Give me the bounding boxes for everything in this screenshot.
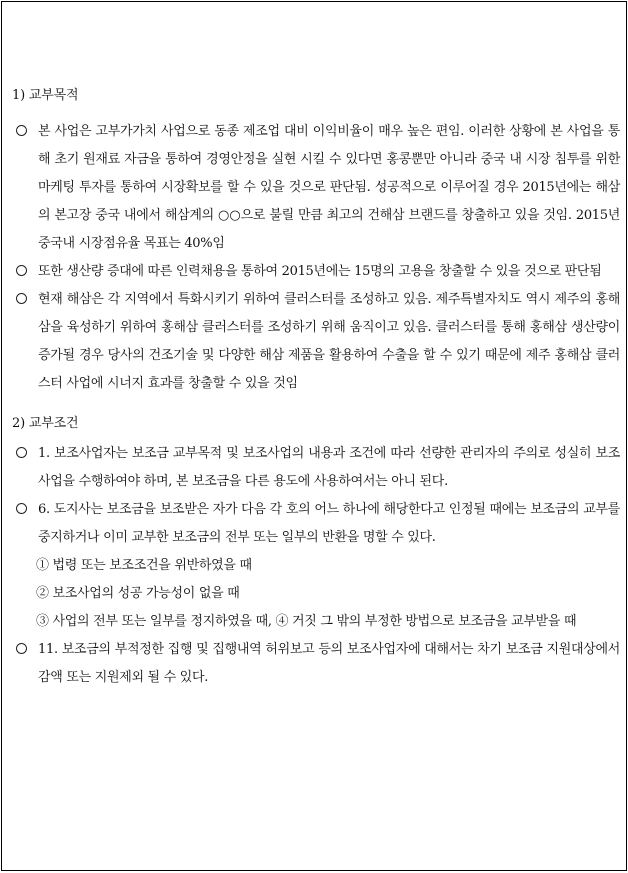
purpose-item-1 xyxy=(10,118,620,258)
document-body xyxy=(10,82,620,692)
condition-item-11 xyxy=(10,636,620,692)
condition-sub-2: ② 보조사업의 성공 가능성이 없을 때 xyxy=(36,586,240,601)
purpose-item-2-text: 또한 생산량 증대에 따른 인력채용을 통하여 2015년에는 15명의 고용을 창출할 수 있을 것으로 판단됨 xyxy=(38,264,602,279)
document-page xyxy=(1,1,627,871)
purpose-item-3-text: 현재 해삼은 각 지역에서 특화시키기 위하여 클러스터를 조성하고 있음. 제주특별자치도 역시 제주의 홍해삼을 육성하기 위하여 홍해삼 클러스터를 조성하기 위해 움직이고 있음. 클러스터를 통해 홍해삼 생산량이 증가될 경우 당사의 건조기술 및 다양한 해삼 제품을 활용하여 수출을 할 수 있기 때문에 제주 홍해삼 클러스터 사업에 시너지 효과를 창출할 수 있을 것임 xyxy=(38,292,620,391)
circle-bullet-icon xyxy=(16,643,27,654)
purpose-item-3 xyxy=(10,286,620,398)
condition-item-1-text: 1. 보조사업자는 보조금 교부목적 및 보조사업의 내용과 조건에 따라 선량한 관리자의 주의로 성실히 보조사업을 수행하여야 하며, 본 보조금을 다른 용도에 사용하여서는 아니 된다. xyxy=(38,446,620,489)
purpose-item-2 xyxy=(10,258,620,286)
condition-item-11-text: 11. 보조금의 부적정한 집행 및 집행내역 허위보고 등의 보조사업자에 대해서는 차기 보조금 지원대상에서 감액 또는 지원제외 될 수 있다. xyxy=(38,642,620,685)
circle-bullet-icon xyxy=(16,125,27,136)
circle-bullet-icon xyxy=(16,265,27,276)
condition-sub-1: ① 법령 또는 보조조건을 위반하였을 때 xyxy=(36,558,252,573)
section-heading-conditions: 2) 교부조건 xyxy=(12,416,79,431)
section-heading-purpose: 1) 교부목적 xyxy=(12,88,79,103)
condition-item-1 xyxy=(10,440,620,496)
circle-bullet-icon xyxy=(16,293,27,304)
purpose-item-1-text: 본 사업은 고부가가치 사업으로 동종 제조업 대비 이익비율이 매우 높은 편임. 이러한 상황에 본 사업을 통해 초기 원재료 자금을 통하여 경영안정을 실현 시킬 수 있다면 홍콩뿐만 아니라 중국 내 시장 침투를 위한 마케팅 투자를 통하여 시장확보를 할 수 있을 것으로 판단됨. 성공적으로 이루어질 경우 2015년에는 해삼의 본고장 중국 내에서 해삼계의 ○○으로 불릴 만큼 최고의 건해삼 브랜드를 창출하고 있을 것임. 2015년 중국내 시장점유율 목표는 40%임 xyxy=(38,124,620,251)
condition-sub-3: ③ 사업의 전부 또는 일부를 정지하였을 때, ④ 거짓 그 밖의 부정한 방법으로 보조금을 교부받을 때 xyxy=(36,614,577,629)
circle-bullet-icon xyxy=(16,447,27,458)
circle-bullet-icon xyxy=(16,503,27,514)
condition-item-6 xyxy=(10,496,620,552)
condition-item-6-text: 6. 도지사는 보조금을 보조받은 자가 다음 각 호의 어느 하나에 해당한다고 인정될 때에는 보조금의 교부를 중지하거나 이미 교부한 보조금의 전부 또는 일부의 반환을 명할 수 있다. xyxy=(38,502,620,545)
